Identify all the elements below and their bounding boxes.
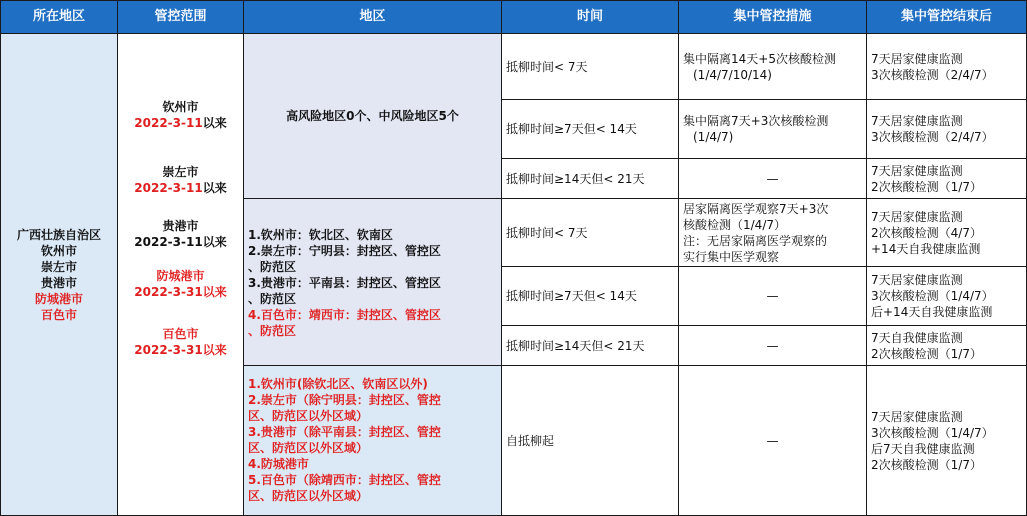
after-line: 7天居家健康监测 bbox=[871, 209, 963, 224]
after-line: 7天居家健康监测 bbox=[871, 163, 963, 178]
scope-entry bbox=[118, 99, 243, 131]
measure-line: 集中隔离14天+5次核酸检测 bbox=[683, 51, 836, 66]
after-cell bbox=[866, 266, 1027, 326]
scope-date: 2022-3-11 bbox=[134, 235, 203, 249]
area-line: 、防范区 bbox=[248, 260, 297, 274]
after-cell bbox=[866, 99, 1027, 159]
after-line: 7天居家健康监测 bbox=[871, 409, 963, 424]
time-text: 抵柳时间< 7天 bbox=[506, 59, 588, 74]
measure-line: 核酸检测（1/4/7） bbox=[683, 217, 786, 232]
measure-dash: — bbox=[766, 338, 779, 353]
header-scope-label: 管控范围 bbox=[154, 9, 207, 24]
after-line: 后7天自我健康监测 bbox=[871, 441, 975, 456]
header-scope bbox=[117, 0, 244, 34]
after-line: 2次核酸检测（1/7） bbox=[871, 346, 982, 361]
scope-city: 贵港市 bbox=[162, 219, 199, 233]
measure-line: 注：无居家隔离医学观察的 bbox=[683, 233, 828, 248]
measure-cell bbox=[678, 99, 867, 159]
time-cell bbox=[501, 158, 679, 199]
after-cell bbox=[866, 325, 1027, 366]
after-line: 2次核酸检测（1/7） bbox=[871, 457, 982, 472]
after-line: 7天居家健康监测 bbox=[871, 114, 963, 128]
header-measure bbox=[678, 0, 867, 34]
time-cell bbox=[501, 365, 679, 516]
area-group-3 bbox=[243, 365, 502, 516]
after-line: 后+14天自我健康监测 bbox=[871, 305, 993, 319]
time-text: 抵柳时间≥7天但< 14天 bbox=[506, 289, 637, 303]
after-line: 3次核酸检测（2/4/7） bbox=[871, 67, 994, 82]
region-line: 防城港市 bbox=[34, 291, 83, 306]
scope-date: 2022-3-11 bbox=[134, 116, 203, 130]
area-line: 区、防范区以外区域） bbox=[248, 441, 369, 455]
header-time-label: 时间 bbox=[576, 9, 603, 24]
header-area-label: 地区 bbox=[359, 9, 386, 24]
time-cell bbox=[501, 99, 679, 159]
area-group-1 bbox=[243, 33, 502, 199]
after-line: 3次核酸检测（2/4/7） bbox=[871, 130, 994, 144]
measure-dash: — bbox=[766, 171, 779, 186]
time-text: 抵柳时间≥14天但< 21天 bbox=[506, 338, 645, 353]
time-cell bbox=[501, 33, 679, 100]
scope-entry bbox=[118, 218, 243, 250]
scope-city: 钦州市 bbox=[162, 100, 199, 114]
scope-date: 2022-3-31 bbox=[134, 343, 203, 357]
after-cell bbox=[866, 198, 1027, 267]
scope-date: 2022-3-11 bbox=[134, 181, 203, 195]
after-cell bbox=[866, 365, 1027, 516]
region-cell bbox=[0, 33, 118, 516]
measure-cell bbox=[678, 33, 867, 100]
header-time bbox=[501, 0, 679, 34]
scope-suffix: 以来 bbox=[202, 235, 227, 249]
after-line: 2次核酸检测（1/7） bbox=[871, 179, 982, 194]
header-after-label: 集中管控结束后 bbox=[900, 9, 992, 24]
after-cell bbox=[866, 33, 1027, 100]
measure-line: (1/4/7) bbox=[693, 130, 734, 144]
measure-line: 实行集中医学观察 bbox=[683, 249, 780, 264]
time-cell bbox=[501, 198, 679, 267]
region-line: 百色市 bbox=[40, 307, 77, 322]
after-line: 7天自我健康监测 bbox=[871, 330, 963, 345]
measure-cell bbox=[678, 266, 867, 326]
area-line: 5.百色市（除靖西市：封控区、管控 bbox=[248, 473, 441, 487]
time-cell bbox=[501, 325, 679, 366]
after-line: 7天居家健康监测 bbox=[871, 273, 963, 287]
region-line: 钦州市 bbox=[40, 243, 77, 258]
scope-suffix: 以来 bbox=[202, 285, 227, 299]
measure-line: (1/4/7/10/14) bbox=[693, 67, 772, 82]
scope-entry bbox=[118, 326, 243, 358]
header-area bbox=[243, 0, 502, 34]
region-line: 广西壮族自治区 bbox=[16, 227, 101, 242]
area-line: 4.百色市：靖西市：封控区、管控区 bbox=[248, 308, 441, 322]
after-line: 7天居家健康监测 bbox=[871, 51, 963, 66]
scope-city: 百色市 bbox=[162, 327, 199, 341]
measure-cell bbox=[678, 325, 867, 366]
after-cell bbox=[866, 158, 1027, 199]
scope-suffix: 以来 bbox=[202, 343, 227, 357]
scope-city: 防城港市 bbox=[156, 269, 205, 283]
scope-city: 崇左市 bbox=[162, 165, 199, 179]
scope-cell bbox=[117, 33, 244, 516]
measure-dash: — bbox=[766, 289, 779, 303]
header-measure-label: 集中管控措施 bbox=[733, 9, 812, 24]
header-region bbox=[0, 0, 118, 34]
region-line: 贵港市 bbox=[40, 275, 77, 290]
scope-suffix: 以来 bbox=[202, 116, 227, 130]
area-line: 、防范区 bbox=[248, 292, 297, 306]
header-region-label: 所在地区 bbox=[32, 9, 85, 24]
area-line: 、防范区 bbox=[248, 324, 297, 338]
area-line: 2.崇左市（除宁明县：封控区、管控 bbox=[248, 393, 441, 407]
scope-suffix: 以来 bbox=[202, 181, 227, 195]
after-line: 3次核酸检测（1/4/7） bbox=[871, 425, 994, 440]
time-cell bbox=[501, 266, 679, 326]
measure-line: 居家隔离医学观察7天+3次 bbox=[683, 201, 829, 216]
after-line: 2次核酸检测（4/7） bbox=[871, 225, 982, 240]
area-line: 区、防范区以外区域） bbox=[248, 489, 369, 503]
scope-entry bbox=[118, 268, 243, 300]
header-after bbox=[866, 0, 1027, 34]
after-line: +14天自我健康监测 bbox=[871, 241, 981, 256]
area-line: 区、防范区以外区域） bbox=[248, 409, 369, 423]
measure-cell bbox=[678, 198, 867, 267]
area-line: 3.贵港市：平南县：封控区、管控区 bbox=[248, 276, 441, 290]
time-text: 自抵柳起 bbox=[506, 433, 555, 448]
measure-line: 集中隔离7天+3次核酸检测 bbox=[683, 114, 829, 128]
area-line: 1.钦州市：钦北区、钦南区 bbox=[248, 228, 393, 242]
time-text: 抵柳时间≥14天但< 21天 bbox=[506, 171, 645, 186]
measure-cell bbox=[678, 365, 867, 516]
area-line: 2.崇左市：宁明县：封控区、管控区 bbox=[248, 244, 441, 258]
region-line: 崇左市 bbox=[40, 259, 77, 274]
area-line: 1.钦州市(除钦北区、钦南区以外) bbox=[248, 377, 428, 391]
area-line: 4.防城港市 bbox=[248, 457, 309, 471]
scope-date: 2022-3-31 bbox=[134, 285, 203, 299]
area-group-2 bbox=[243, 198, 502, 366]
area-line: 3.贵港市（除平南县：封控区、管控 bbox=[248, 425, 441, 439]
scope-entry bbox=[118, 164, 243, 196]
time-text: 抵柳时间≥7天但< 14天 bbox=[506, 122, 637, 136]
measure-cell bbox=[678, 158, 867, 199]
after-line: 3次核酸检测（1/4/7） bbox=[871, 289, 994, 303]
measure-dash: — bbox=[766, 433, 779, 448]
time-text: 抵柳时间< 7天 bbox=[506, 225, 588, 240]
area-group-1-text: 高风险地区0个、中风险地区5个 bbox=[286, 109, 459, 123]
